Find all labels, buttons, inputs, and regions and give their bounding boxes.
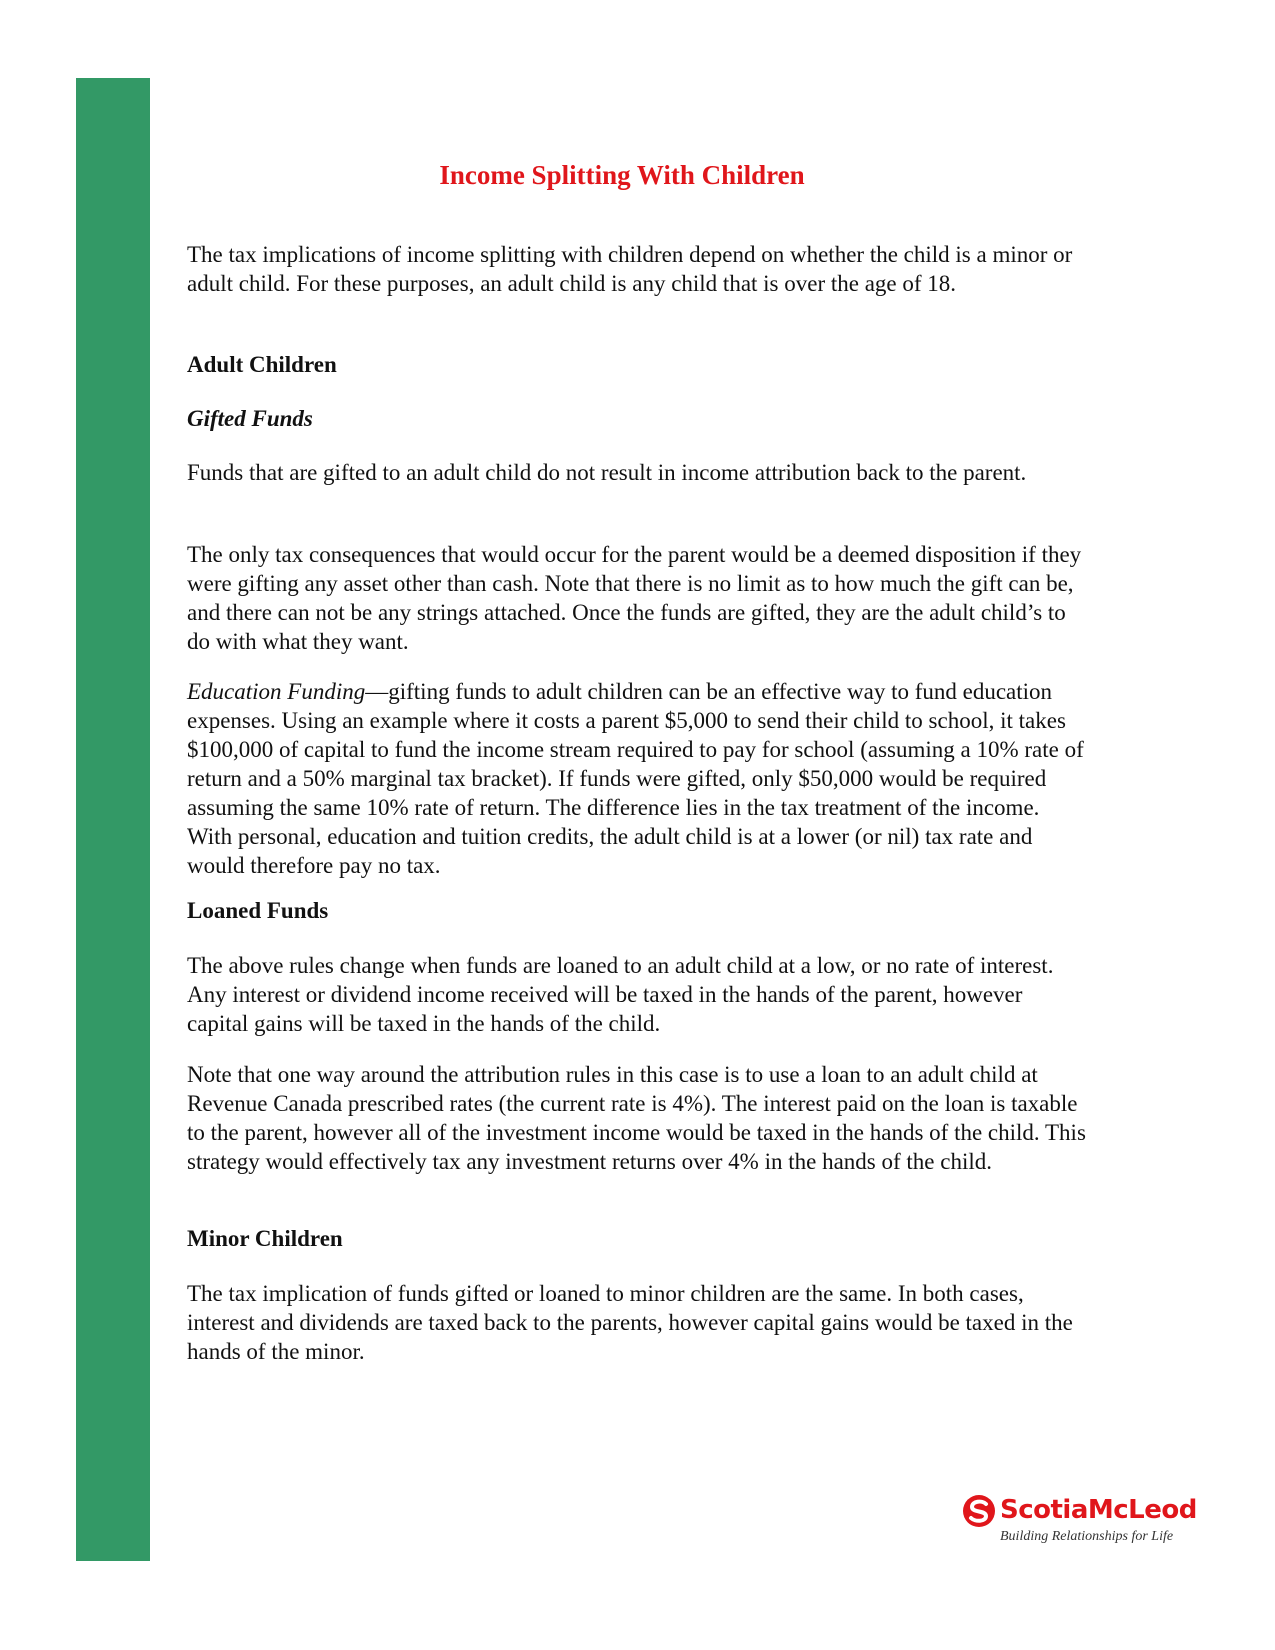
gifted-funds-paragraph-1: Funds that are gifted to an adult child do not result in income attribution back to the parent. [187,460,1027,485]
loaned-funds-heading: Loaned Funds [187,898,329,923]
gifted-funds-subheading: Gifted Funds [187,406,313,431]
green-sidebar [76,78,150,1561]
adult-children-heading: Adult Children [187,352,337,377]
loaned-funds-paragraph-1: The above rules change when funds are loaned to an adult child at a low, or no rate of interest. Any interest or dividend income received will be taxed in the hands of the parent, however capital gains will be taxed in the hands of the child. [187,953,1054,1036]
education-funding-lead: Education Funding [187,679,366,704]
scotia-s-icon [962,1494,996,1528]
education-funding-paragraph [187,677,1087,880]
intro-paragraph: The tax implications of income splitting with children depend on whether the child is a minor or adult child. For these purposes, an adult child is any child that is over the age of 18. [187,242,1073,296]
gifted-funds-paragraph-2: The only tax consequences that would occur for the parent would be a deemed disposition if they were gifting any asset other than cash. Note that there is no limit as to how much the gift can be, and there can not be any strings attached. Once the funds are gifted, they are the adult child’s to do with what they want. [187,542,1082,654]
minor-children-paragraph: The tax implication of funds gifted or loaned to minor children are the same. In both cases, interest and dividends are taxed back to the parents, however capital gains would be taxed in the hands of the minor. [187,1281,1073,1364]
education-funding-text: —gifting funds to adult children can be an effective way to fund education expenses. Using an example where it costs a parent $5,000 to send their child to school, it takes $100,000 of capital to fund the income stream required to pay for school (assuming a 10% rate of return and a 50% marginal tax bracket). If funds were gifted, only $50,000 would be required assuming the same 10% rate of return. The difference lies in the tax treatment of the income. With personal, education and tuition credits, the adult child is at a lower (or nil) tax rate and would therefore pay no tax. [187,679,1084,878]
loaned-funds-paragraph-2: Note that one way around the attribution rules in this case is to use a loan to an adult child at Revenue Canada prescribed rates (the current rate is 4%). The interest paid on the loan is taxable to the parent, however all of the investment income would be taxed in the hands of the child. This strategy would effectively tax any investment returns over 4% in the hands of the child. [187,1062,1086,1174]
minor-children-heading: Minor Children [187,1226,343,1251]
scotiamcleod-logo [962,1492,1197,1552]
document-title: Income Splitting With Children [439,160,805,190]
brand-tagline: Building Relationships for Life [1000,1529,1174,1544]
brand-name: ScotiaMcLeod [1000,1495,1197,1525]
